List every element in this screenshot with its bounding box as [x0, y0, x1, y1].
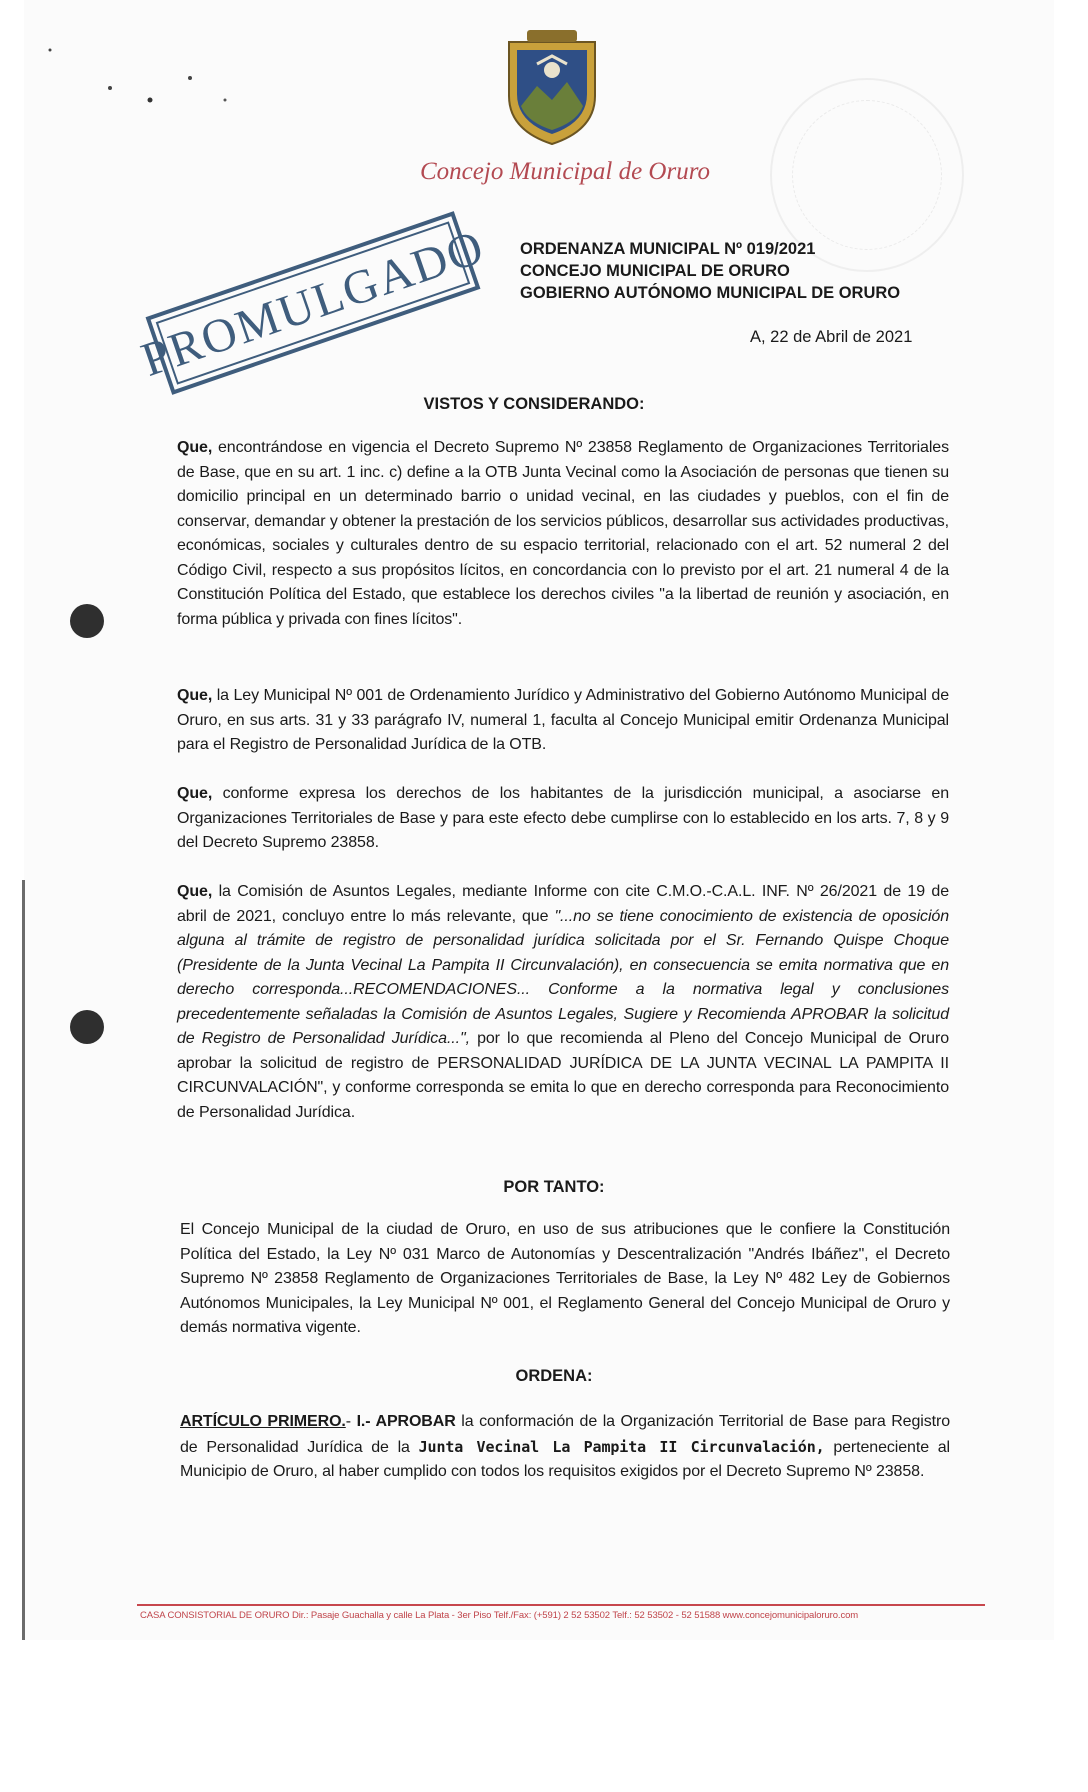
council-name: CONCEJO MUNICIPAL DE ORURO	[520, 262, 790, 280]
government-name: GOBIERNO AUTÓNOMO MUNICIPAL DE ORURO	[520, 284, 901, 302]
council-letterhead-name: Concejo Municipal de Oruro	[420, 158, 711, 185]
footer-address: CASA CONSISTORIAL DE ORURO Dir.: Pasaje Guachalla y calle La Plata - 3er Piso Telf./Fax: (+591) 2 52 53502 Telf.: 52 53502 - 52 51588 www.concejomunicipaloruro.com	[140, 1610, 859, 1621]
ordinance-number: ORDENANZA MUNICIPAL Nº 019/2021	[520, 240, 816, 258]
article-paragraph	[180, 1410, 950, 1485]
article-numeral: I.- APROBAR	[356, 1413, 456, 1430]
paragraph-lead: Que,	[177, 439, 213, 456]
section-title-ordena: ORDENA:	[515, 1367, 593, 1385]
paragraph-text: conforme expresa los derechos de los habitantes de la jurisdicción municipal, a asociarse en Organizaciones Territoriales de Base y para este efecto debe cumplirse con lo establecido en los arts. 7, 8 y 9 del Decreto Supremo 23858.	[177, 785, 949, 851]
paragraph-lead: Que,	[177, 687, 213, 704]
paragraph-lead: Que,	[177, 883, 213, 900]
section-title-por-tanto: POR TANTO:	[503, 1178, 605, 1196]
page-edge-rule	[22, 880, 25, 1640]
considerando-paragraph	[177, 880, 949, 1125]
considerando-paragraph	[177, 684, 949, 758]
stamp-text: PROMULGADO	[134, 219, 492, 387]
paragraph-text: por lo que recomienda al Pleno del Concejo Municipal de Oruro aprobar la solicitud de registro de PERSONALIDAD JURÍDICA DE LA JUNTA VECINAL LA PAMPITA II CIRCUNVALACIÓN", y conforme corresponda se emita lo que en derecho corresponda para Reconocimiento de Personalidad Jurídica.	[177, 1030, 949, 1121]
footer-divider	[137, 1604, 985, 1606]
considerando-paragraph	[177, 782, 949, 856]
paragraph-text: la Ley Municipal Nº 001 de Ordenamiento Jurídico y Administrativo del Gobierno Autónomo Municipal de Oruro, en sus arts. 31 y 33 parágrafo IV, numeral 1, faculta al Concejo Municipal emitir Ordenanza Municipal para el Registro de Personalidad Jurídica de la OTB.	[177, 687, 949, 753]
article-text: la conformación de la Organización Territorial de Base para Registro de Personalidad Jurídica de la	[180, 1413, 950, 1456]
document-date: A, 22 de Abril de 2021	[750, 328, 913, 346]
paragraph-text: encontrándose en vigencia el Decreto Supremo Nº 23858 Reglamento de Organizaciones Territoriales de Base, que en su art. 1 inc. c) define a la OTB Junta Vecinal como la Asociación de personas que tienen su domicilio principal en un determinado barrio o unidad vecinal, en las ciudades y pueblos, con el fin de conservar, demandar y obtener la prestación de los servicios públicos, desarrollar sus actividades productivas, económicas, sociales y culturales dentro de su espacio territorial, relacionado con el art. 52 numeral 2 del Código Civil, respecto a sus propósitos lícitos, en concordancia con lo previsto por el art. 21 numeral 4 de la Constitución Política del Estado, que establece los derechos civiles "a la libertad de reunión y asociación, en forma pública y privada con fines lícitos".	[177, 439, 949, 628]
article-text: perteneciente al Municipio de Oruro, al haber cumplido con todos los requisitos exigidos por el Decreto Supremo Nº 23858.	[180, 1438, 950, 1480]
section-title-vistos: VISTOS Y CONSIDERANDO:	[423, 395, 645, 413]
municipal-coat-of-arms-icon	[497, 26, 607, 148]
article-label: ARTÍCULO PRIMERO.	[180, 1413, 346, 1430]
punch-hole	[70, 604, 104, 638]
punch-hole	[70, 1010, 104, 1044]
commission-quote: "...no se tiene conocimiento de existencia de oposición alguna al trámite de registro de personalidad jurídica solicitada por el Sr. Fernando Quispe Choque (Presidente de la Junta Vecinal La Pampita II Circunvalación), en consecuencia se emita normativa que en derecho corresponda...RECOMENDACIONES... Conforme a la normativa legal y conclusiones precedentemente señaladas la Comisión de Asuntos Legales, Sugiere y Recomienda APROBAR la solicitud de Registro de Personalidad Jurídica...",	[177, 907, 949, 1047]
paragraph-text: la Comisión de Asuntos Legales, mediante Informe con cite C.M.O.-C.A.L. INF. Nº 26/2021 de 19 de abril de 2021, concluyo entre lo más relevante, que	[177, 883, 949, 925]
scan-specks	[40, 30, 240, 110]
paragraph-lead: Que,	[177, 785, 213, 802]
por-tanto-paragraph: El Concejo Municipal de la ciudad de Oruro, en uso de sus atribuciones que le confiere la Constitución Política del Estado, la Ley Nº 031 Marco de Autonomías y Descentralización "Andrés Ibáñez", el Decreto Supremo Nº 23858 Reglamento de Organizaciones Territoriales de Base, la Ley Nº 482 Ley de Gobiernos Autónomos Municipales, la Ley Municipal Nº 001, el Reglamento General del Concejo Municipal de Oruro y demás normativa vigente.	[180, 1221, 950, 1336]
considerando-paragraph	[177, 436, 949, 632]
ordinance-header	[520, 238, 900, 304]
article-dash: -	[345, 1413, 357, 1430]
article-entity: Junta Vecinal La Pampita II Circunvalación,	[418, 1437, 825, 1456]
